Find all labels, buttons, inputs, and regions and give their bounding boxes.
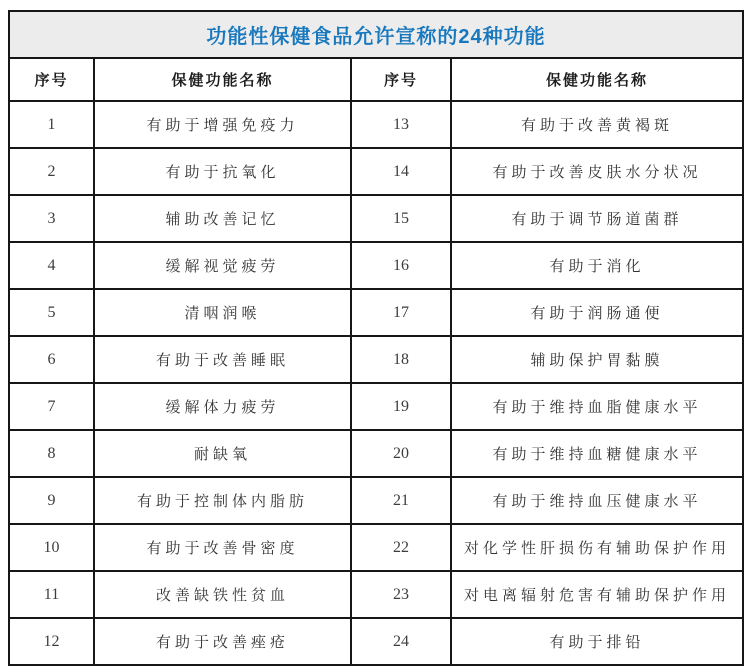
health-function-table-container: [8, 10, 744, 666]
table-row: [9, 430, 743, 477]
function-name-cell: 有助于维持血脂健康水平: [451, 383, 743, 430]
row-number-cell: 11: [9, 571, 94, 618]
row-number-cell: 15: [351, 195, 451, 242]
row-number-cell: 17: [351, 289, 451, 336]
row-number-cell: 22: [351, 524, 451, 571]
title-row: [9, 11, 743, 58]
function-name-cell: 有助于改善皮肤水分状况: [451, 148, 743, 195]
row-number-cell: 8: [9, 430, 94, 477]
row-number-cell: 5: [9, 289, 94, 336]
row-number-cell: 24: [351, 618, 451, 665]
function-name-cell: 辅助改善记忆: [94, 195, 351, 242]
table-row: [9, 101, 743, 148]
function-name-cell: 清咽润喉: [94, 289, 351, 336]
row-number-cell: 19: [351, 383, 451, 430]
row-number-cell: 20: [351, 430, 451, 477]
function-name-cell: 有助于维持血压健康水平: [451, 477, 743, 524]
function-name-cell: 耐缺氧: [94, 430, 351, 477]
table-row: [9, 336, 743, 383]
function-name-cell: 缓解体力疲劳: [94, 383, 351, 430]
function-name-cell: 有助于改善痤疮: [94, 618, 351, 665]
table-row: [9, 571, 743, 618]
header-function-right: 保健功能名称: [451, 58, 743, 101]
row-number-cell: 6: [9, 336, 94, 383]
row-number-cell: 23: [351, 571, 451, 618]
function-name-cell: 有助于改善骨密度: [94, 524, 351, 571]
row-number-cell: 2: [9, 148, 94, 195]
row-number-cell: 21: [351, 477, 451, 524]
table-row: [9, 383, 743, 430]
function-name-cell: 对化学性肝损伤有辅助保护作用: [451, 524, 743, 571]
function-name-cell: 有助于调节肠道菌群: [451, 195, 743, 242]
page-title: 功能性保健食品允许宣称的24种功能: [9, 11, 743, 58]
function-name-cell: 缓解视觉疲劳: [94, 242, 351, 289]
table-row: [9, 289, 743, 336]
table-row: [9, 148, 743, 195]
row-number-cell: 16: [351, 242, 451, 289]
table-row: [9, 618, 743, 665]
function-name-cell: 改善缺铁性贫血: [94, 571, 351, 618]
row-number-cell: 12: [9, 618, 94, 665]
row-number-cell: 1: [9, 101, 94, 148]
header-function-left: 保健功能名称: [94, 58, 351, 101]
function-name-cell: 有助于抗氧化: [94, 148, 351, 195]
row-number-cell: 7: [9, 383, 94, 430]
function-name-cell: 有助于控制体内脂肪: [94, 477, 351, 524]
header-number-left: 序号: [9, 58, 94, 101]
table-row: [9, 477, 743, 524]
row-number-cell: 18: [351, 336, 451, 383]
table-row: [9, 195, 743, 242]
table-row: [9, 242, 743, 289]
function-name-cell: 有助于消化: [451, 242, 743, 289]
function-name-cell: 有助于润肠通便: [451, 289, 743, 336]
row-number-cell: 9: [9, 477, 94, 524]
header-number-right: 序号: [351, 58, 451, 101]
function-name-cell: 有助于增强免疫力: [94, 101, 351, 148]
row-number-cell: 14: [351, 148, 451, 195]
function-name-cell: 有助于改善睡眠: [94, 336, 351, 383]
function-name-cell: 有助于改善黄褐斑: [451, 101, 743, 148]
table-row: [9, 524, 743, 571]
function-name-cell: 有助于维持血糖健康水平: [451, 430, 743, 477]
health-function-table: [8, 10, 744, 666]
function-name-cell: 辅助保护胃黏膜: [451, 336, 743, 383]
row-number-cell: 3: [9, 195, 94, 242]
row-number-cell: 4: [9, 242, 94, 289]
row-number-cell: 13: [351, 101, 451, 148]
row-number-cell: 10: [9, 524, 94, 571]
function-name-cell: 对电离辐射危害有辅助保护作用: [451, 571, 743, 618]
function-name-cell: 有助于排铅: [451, 618, 743, 665]
header-row: [9, 58, 743, 101]
